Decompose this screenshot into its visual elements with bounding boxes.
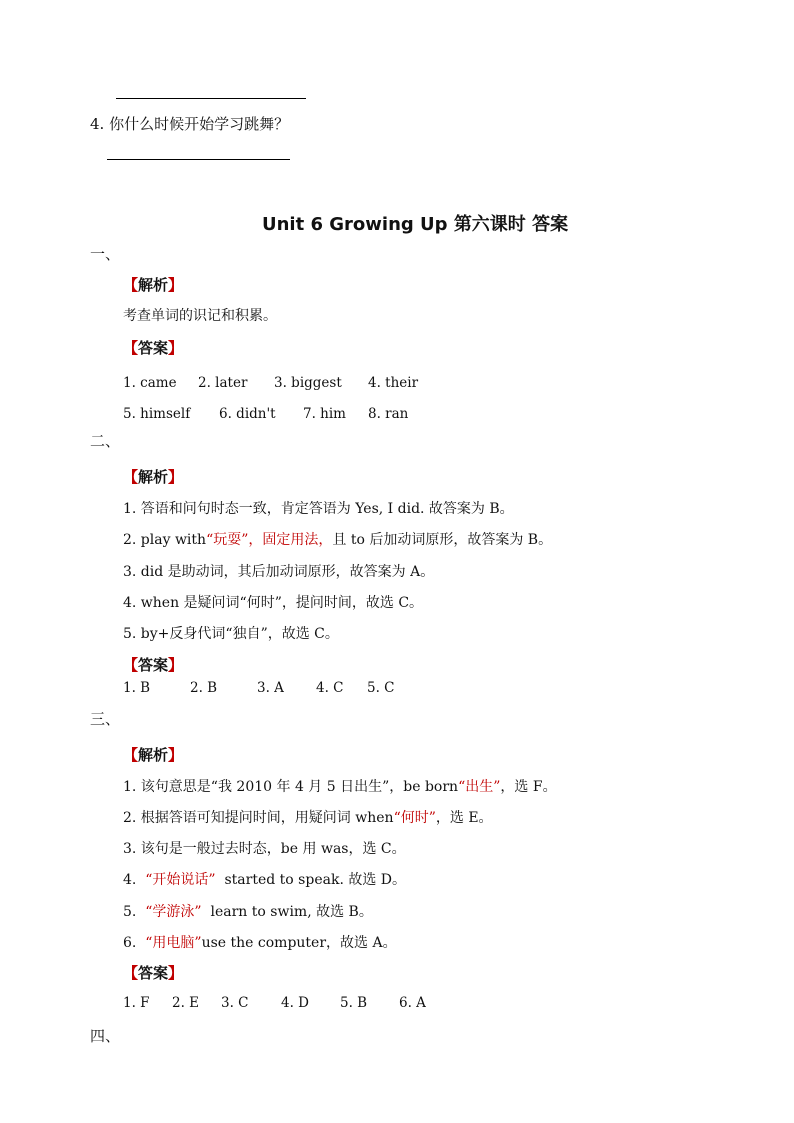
answer-item: 3. biggest	[274, 375, 342, 391]
answer-item: 2. E	[172, 995, 200, 1011]
analysis-line: 3. 该句是一般过去时态，be 用 was，选 C。	[123, 841, 406, 857]
answer-item: 4. C	[316, 680, 344, 696]
analysis-label: 【解析】	[123, 746, 184, 764]
analysis-line: 5. by+反身代词“独自”，故选 C。	[123, 626, 339, 642]
answer-item: 8. ran	[368, 406, 409, 422]
section-3-heading: 三、	[90, 710, 121, 728]
answer-item: 5. himself	[123, 406, 191, 422]
answer-item: 2. B	[190, 680, 218, 696]
answer-item: 1. came	[123, 375, 177, 391]
analysis-label: 【解析】	[123, 276, 184, 294]
answer-line	[107, 159, 290, 160]
answer-item: 3. A	[257, 680, 284, 696]
analysis-line: 2. play with“玩耍”，固定用法，且 to 后加动词原形，故答案为 B。	[123, 532, 553, 548]
page-title: Unit 6 Growing Up 第六课时 答案	[262, 214, 569, 235]
section-2-heading: 二、	[90, 432, 121, 450]
answer-label: 【答案】	[123, 656, 184, 674]
analysis-line: 5. “学游泳” learn to swim, 故选 B。	[123, 904, 373, 920]
section-1-analysis: 考查单词的识记和积累。	[123, 308, 277, 324]
answer-item: 5. C	[367, 680, 395, 696]
analysis-line: 4. “开始说话” started to speak. 故选 D。	[123, 872, 407, 888]
analysis-line: 3. did 是助动词，其后加动词原形，故答案为 A。	[123, 564, 435, 580]
analysis-line: 1. 该句意思是“我 2010 年 4 月 5 日出生”，be born“出生”，选 F。	[123, 779, 557, 795]
answer-item: 3. C	[221, 995, 249, 1011]
question-4: 4. 你什么时候开始学习跳舞？	[90, 115, 290, 133]
analysis-line: 1. 答语和问句时态一致，肯定答语为 Yes, I did. 故答案为 B。	[123, 501, 514, 517]
section-1-heading: 一、	[90, 245, 121, 263]
answer-item: 1. B	[123, 680, 151, 696]
answer-line	[116, 98, 306, 99]
answer-item: 1. F	[123, 995, 150, 1011]
answer-item: 2. later	[198, 375, 248, 391]
answer-item: 5. B	[340, 995, 368, 1011]
analysis-label: 【解析】	[123, 468, 184, 486]
answer-item: 7. him	[303, 406, 346, 422]
answer-item: 6. didn't	[219, 406, 276, 422]
analysis-line: 2. 根据答语可知提问时间，用疑问词 when“何时”，选 E。	[123, 810, 493, 826]
answer-label: 【答案】	[123, 964, 184, 982]
answer-item: 4. D	[281, 995, 309, 1011]
answer-label: 【答案】	[123, 339, 184, 357]
answer-item: 6. A	[399, 995, 426, 1011]
analysis-line: 6. “用电脑”use the computer，故选 A。	[123, 935, 397, 951]
analysis-line: 4. when 是疑问词“何时”，提问时间，故选 C。	[123, 595, 424, 611]
answer-item: 4. their	[368, 375, 419, 391]
section-4-heading: 四、	[90, 1027, 121, 1045]
